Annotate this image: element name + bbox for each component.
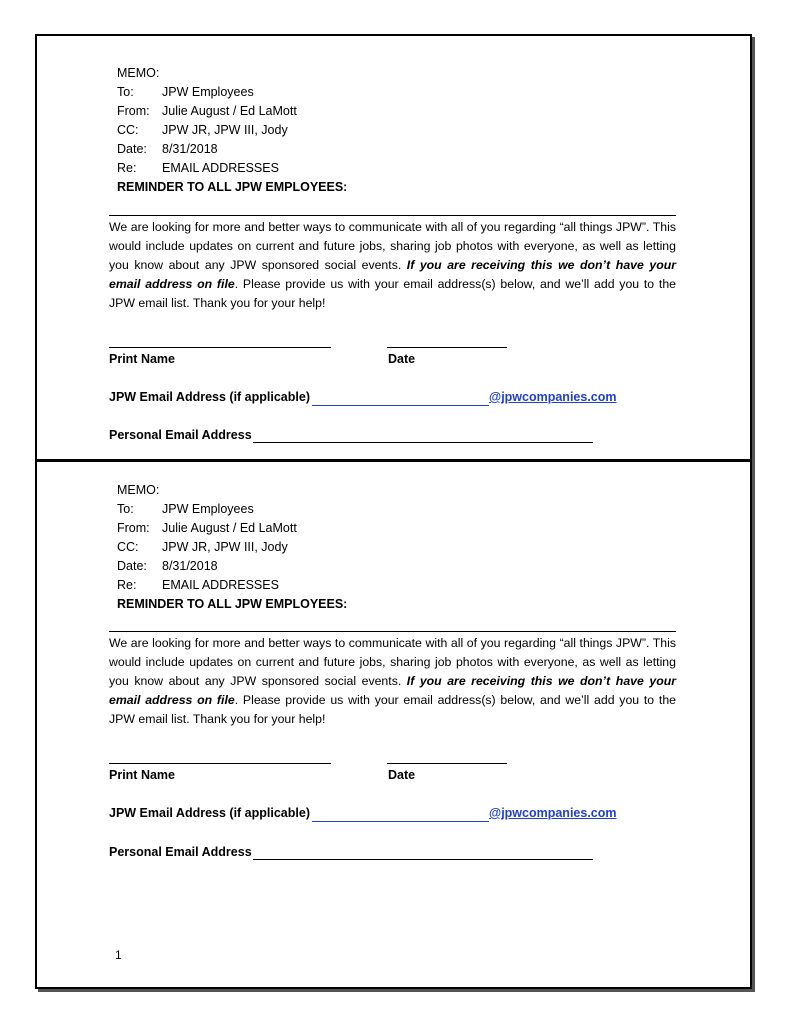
body-end: . Please provide us with your email address(s) below, and we’ll add you to the JPW email list. Thank you for your help! <box>109 277 676 310</box>
re-value: EMAIL ADDRESSES <box>162 161 279 175</box>
personal-email-label: Personal Email Address <box>109 428 252 442</box>
date-field-label: Date <box>388 352 416 366</box>
cc-label: CC: <box>117 540 139 554</box>
memo-title: MEMO: <box>117 483 160 497</box>
body-emphasis: If you are receiving this we don’t have your email address on file <box>109 258 676 291</box>
to-value: JPW Employees <box>162 85 254 99</box>
to-label: To: <box>117 85 134 99</box>
to-label: To: <box>117 502 134 516</box>
memo-body <box>109 634 676 729</box>
memo-divider <box>37 459 751 462</box>
cc-value: JPW JR, JPW III, Jody <box>162 123 288 137</box>
body-start: We are looking for more and better ways to communicate with all of you regarding “all things JPW”. This would include updates on current and future jobs, sharing job photos with everyone, as well as letting you know about any JPW sponsored social events. <box>109 636 676 688</box>
personal-email-line[interactable] <box>253 859 593 860</box>
memo-body <box>109 218 676 313</box>
jpw-email-domain[interactable]: @jpwcompanies.com <box>489 390 617 404</box>
date-label: Date: <box>117 142 147 156</box>
date-value: 8/31/2018 <box>162 142 218 156</box>
date-line[interactable] <box>387 347 507 348</box>
cc-label: CC: <box>117 123 139 137</box>
date-value: 8/31/2018 <box>162 559 218 573</box>
body-end: . Please provide us with your email address(s) below, and we’ll add you to the JPW email list. Thank you for your help! <box>109 693 676 726</box>
jpw-email-domain[interactable]: @jpwcompanies.com <box>489 806 617 820</box>
to-value: JPW Employees <box>162 502 254 516</box>
jpw-email-label: JPW Email Address (if applicable) <box>109 390 310 404</box>
date-label: Date: <box>117 559 147 573</box>
date-field-label: Date <box>388 768 416 782</box>
from-label: From: <box>117 521 150 535</box>
jpw-email-label: JPW Email Address (if applicable) <box>109 806 310 820</box>
from-value: Julie August / Ed LaMott <box>162 104 297 118</box>
from-label: From: <box>117 104 150 118</box>
memo-title: MEMO: <box>117 66 160 80</box>
cc-value: JPW JR, JPW III, Jody <box>162 540 288 554</box>
print-name-label: Print Name <box>109 352 175 366</box>
from-value: Julie August / Ed LaMott <box>162 521 297 535</box>
jpw-email-line[interactable] <box>312 405 489 406</box>
body-start: We are looking for more and better ways to communicate with all of you regarding “all things JPW”. This would include updates on current and future jobs, sharing job photos with everyone, as well as letting you know about any JPW sponsored social events. <box>109 220 676 272</box>
body-top-rule <box>109 631 676 632</box>
jpw-email-line[interactable] <box>312 821 489 822</box>
personal-email-line[interactable] <box>253 442 593 443</box>
body-top-rule <box>109 215 676 216</box>
print-name-label: Print Name <box>109 768 175 782</box>
reminder-heading: REMINDER TO ALL JPW EMPLOYEES: <box>117 180 348 194</box>
personal-email-label: Personal Email Address <box>109 845 252 859</box>
print-name-line[interactable] <box>109 763 331 764</box>
reminder-heading: REMINDER TO ALL JPW EMPLOYEES: <box>117 597 348 611</box>
body-emphasis: If you are receiving this we don’t have your email address on file <box>109 674 676 707</box>
re-label: Re: <box>117 161 137 175</box>
page-number: 1 <box>115 948 122 962</box>
re-value: EMAIL ADDRESSES <box>162 578 279 592</box>
print-name-line[interactable] <box>109 347 331 348</box>
re-label: Re: <box>117 578 137 592</box>
date-line[interactable] <box>387 763 507 764</box>
